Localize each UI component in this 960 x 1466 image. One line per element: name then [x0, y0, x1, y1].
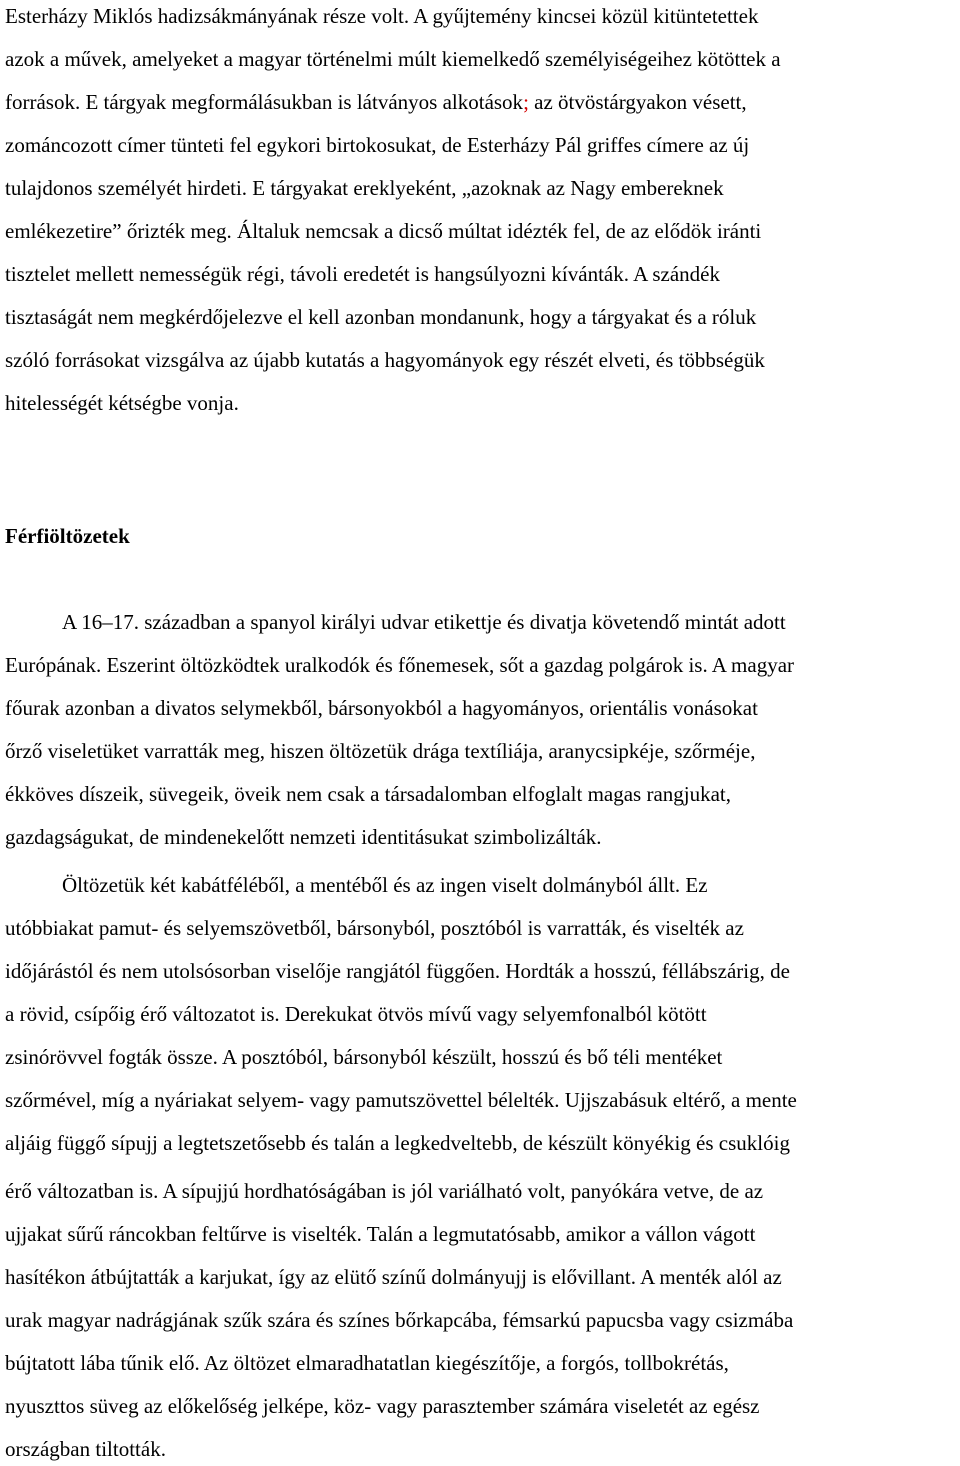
text-line: gazdagságukat, de mindenekelőtt nemzeti identitásukat szimbolizálták. [5, 825, 602, 849]
text-line: Esterházy Miklós hadizsákmányának része volt. A gyűjtemény kincsei közül kitüntetettek [5, 4, 759, 28]
text-line [5, 89, 747, 115]
text-line: érő változatban is. A sípujjú hordhatóságában is jól variálható volt, panyókára vetve, de az [5, 1179, 764, 1203]
text-line: nyuszttos süveg az előkelőség jelképe, köz- vagy parasztember számára viseletét az egész [5, 1394, 760, 1418]
text-line: szőrmével, míg a nyáriakat selyem- vagy pamutszövettel bélelték. Ujjszabásuk eltérő, a mente [5, 1088, 797, 1112]
text-line: időjárástól és nem utolsósorban viselője rangjától függően. Hordták a hosszú, féllábszárig, de [5, 959, 790, 983]
text-line: őrző viseletüket varratták meg, hiszen öltözetük drága textíliája, aranycsipkéje, szőrméje, [5, 739, 756, 763]
text-line: ujjakat sűrű ráncokban feltűrve is viselték. Talán a legmutatósabb, amikor a vállon vágott [5, 1222, 756, 1246]
text-line: Öltözetük két kabátféléből, a mentéből és az ingen viselt dolmányból állt. Ez [62, 873, 708, 897]
text-line: tisztaságát nem megkérdőjelezve el kell azonban mondanunk, hogy a tárgyakat és a róluk [5, 305, 757, 329]
section-heading: Férfiöltözetek [5, 524, 130, 548]
text-line: bújtatott lába tűnik elő. Az öltözet elmaradhatatlan kiegészítője, a forgós, tollbokrétás, [5, 1351, 729, 1375]
text-line: zománcozott címer tünteti fel egykori birtokosukat, de Esterházy Pál griffes címere az új [5, 133, 750, 157]
text-line: ékköves díszeik, süvegeik, öveik nem csak a társadalomban elfoglalt magas rangjukat, [5, 782, 732, 806]
text-line: tulajdonos személyét hirdeti. E tárgyakat ereklyeként, „azoknak az Nagy embereknek [5, 176, 724, 200]
highlighted-semicolon: ; [523, 90, 529, 114]
text-line: a rövid, csípőig érő változatot is. Derekukat ötvös mívű vagy selyemfonalból kötött [5, 1002, 707, 1026]
text-line: utóbbiakat pamut- és selyemszövetből, bársonyból, posztóból is varratták, és viselték az [5, 916, 744, 940]
text-line: A 16–17. században a spanyol királyi udvar etikettje és divatja követendő mintát adott [62, 610, 786, 634]
text-line: azok a művek, amelyeket a magyar történelmi múlt kiemelkedő személyiségeihez kötöttek a [5, 47, 781, 71]
text-line: hitelességét kétségbe vonja. [5, 391, 239, 415]
text-line: urak magyar nadrágjának szűk szára és színes bőrkapcába, fémsarkú papucsba vagy csizmába [5, 1308, 794, 1332]
text-line: országban tiltották. [5, 1437, 166, 1461]
text-line: Európának. Eszerint öltözködtek uralkodók és főnemesek, sőt a gazdag polgárok is. A magyar [5, 653, 795, 677]
text-line: hasítékon átbújtatták a karjukat, így az elütő színű dolmányujj is elővillant. A menték alól az [5, 1265, 782, 1289]
text-line: zsinórövvel fogták össze. A posztóból, bársonyból készült, hosszú és bő téli mentéket [5, 1045, 723, 1069]
text-line: főurak azonban a divatos selymekből, bársonyokból a hagyományos, orientális vonásokat [5, 696, 758, 720]
text-line: tisztelet mellett nemességük régi, távoli eredetét is hangsúlyozni kívánták. A szándék [5, 262, 720, 286]
text-line: aljáig függő sípujj a legtetszetősebb és talán a legkedveltebb, de készült könyékig és csuklóig [5, 1131, 790, 1155]
text-line: szóló forrásokat vizsgálva az újabb kutatás a hagyományok egy részét elveti, és többségük [5, 348, 765, 372]
text-span: források. E tárgyak megformálásukban is látványos alkotások [5, 90, 524, 114]
text-line: emlékezetire” őrizték meg. Általuk nemcsak a dicső múltat idézték fel, de az elődök iránti [5, 219, 762, 243]
text-span: az ötvöstárgyakon vésett, [528, 90, 747, 114]
